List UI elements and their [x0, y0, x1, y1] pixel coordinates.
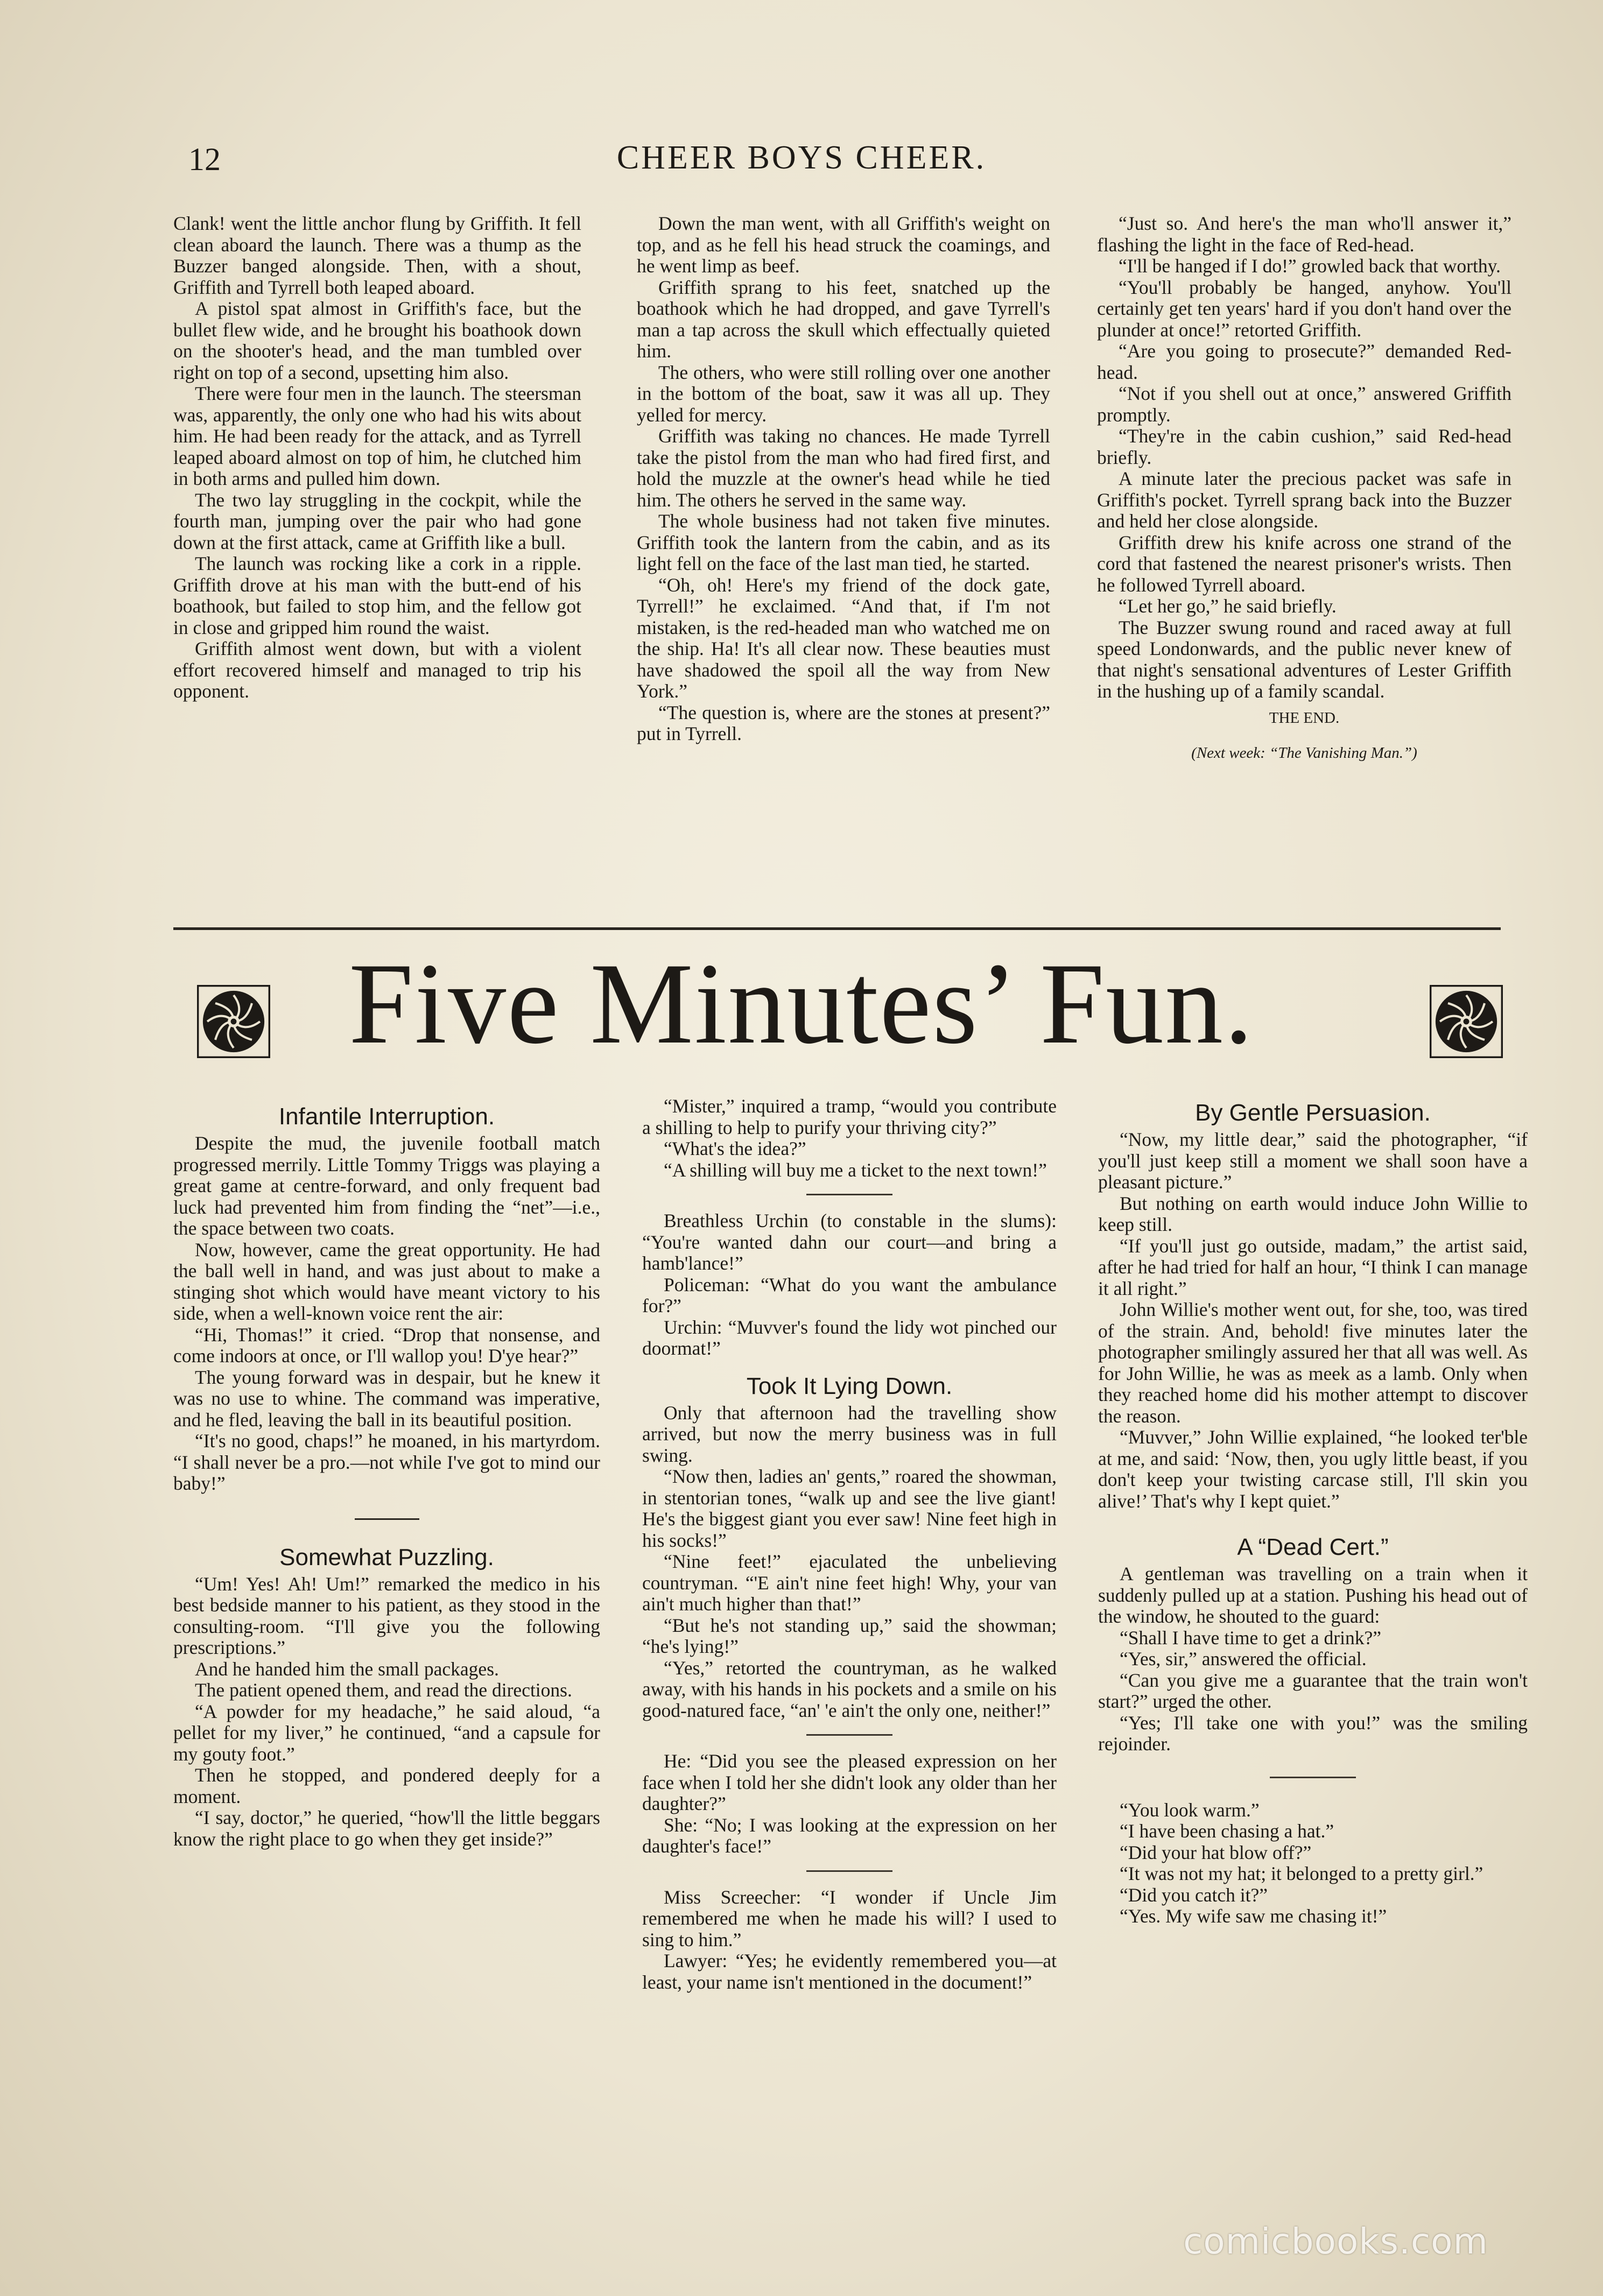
paragraph: “The question is, where are the stones at present?” put in Tyrrell. — [637, 701, 1050, 744]
paragraph: “Are you going to prosecute?” demanded Red-head. — [1097, 340, 1511, 383]
paragraph: “Yes,” retorted the countryman, as he walked away, with his hands in his pockets and a smile on his good-natured face, “an' 'e ain't the only one, neither!” — [642, 1657, 1057, 1721]
paragraph: And he handed him the small packages. — [195, 1658, 499, 1680]
paragraph: “Can you give me a guarantee that the train won't start?” urged the other. — [1098, 1669, 1528, 1712]
paragraph: The Buzzer swung round and raced away at full speed Londonwards, and the public never knew of that night's sensational adventures of Lester Griffith in the hushing up of a family scandal. — [1097, 616, 1511, 702]
serial-column-2 — [637, 213, 1050, 745]
paragraph: “Now then, ladies an' gents,” roared the showman, in stentorian tones, “walk up and see the live giant! He's the biggest giant you ever saw! Nine feet high in his socks!” — [642, 1466, 1057, 1551]
paragraph: Lawyer: “Yes; he evidently remembered you—at least, your name isn't mentioned in the document!” — [642, 1950, 1057, 1993]
story-heading: Took It Lying Down. — [746, 1372, 953, 1399]
paragraph: Miss Screecher: “I wonder if Uncle Jim remembered me when he made his will? I used to sing to him.” — [642, 1886, 1057, 1950]
source-watermark: comicbooks.com — [1183, 2221, 1488, 2262]
paragraph: But nothing on earth would induce John Willie to keep still. — [1098, 1192, 1528, 1235]
paragraph: Down the man went, with all Griffith's weight on top, and as he fell his head struck the coamings, and he went limp as beef. — [637, 213, 1050, 277]
paragraph: A minute later the precious packet was safe in Griffith's pocket. Tyrrell sprang back into the Buzzer and held her close alongside. — [1097, 468, 1511, 532]
paragraph: “Oh, oh! Here's my friend of the dock gate, Tyrrell!” he exclaimed. “And that, if I'm not mistaken, is the red-headed man who watched me on the ship. Ha! It's all clear now. These beauties must have shadowed the spoil all the way from New York.” — [637, 574, 1050, 702]
paragraph: “I'll be hanged if I do!” growled back that worthy. — [1119, 255, 1501, 277]
paragraph: “Yes, sir,” answered the official. — [1120, 1648, 1367, 1670]
paragraph: “What's the idea?” — [664, 1138, 806, 1159]
paragraph: He: “Did you see the pleased expression on her face when I told her she didn't look any older than her daughter?” — [642, 1750, 1057, 1814]
fun-column-3 — [1098, 1096, 1528, 1927]
paragraph: Griffith was taking no chances. He made Tyrrell take the pistol from the man who had fired first, and hold the muzzle at the owner's head while he tied him. The others he served in the same way. — [637, 425, 1050, 511]
paragraph: “Not if you shell out at once,” answered Griffith promptly. — [1097, 383, 1511, 426]
paragraph: “Did your hat blow off?” — [1120, 1841, 1312, 1863]
paragraph: Griffith almost went down, but with a violent effort recovered himself and managed to trip his opponent. — [173, 638, 581, 702]
divider — [806, 1734, 892, 1736]
paragraph: “But he's not standing up,” said the showman; “he's lying!” — [642, 1614, 1057, 1657]
paragraph: The young forward was in despair, but he knew it was no use to whine. The command was imperative, and he fled, leaving the ball in its beautiful position. — [173, 1366, 600, 1431]
paragraph: Breathless Urchin (to constable in the slums): “You're wanted dahn our court—and bring a hamb'lance!” — [642, 1210, 1057, 1274]
paragraph: Clank! went the little anchor flung by Griffith. It fell clean aboard the launch. There was a thump as the Buzzer banged alongside. Then, with a shout, Griffith and Tyrrell both leaped aboard. — [173, 213, 581, 298]
paragraph: “They're in the cabin cushion,” said Red-head briefly. — [1097, 425, 1511, 468]
paragraph: Griffith drew his knife across one strand of the cord that fastened the nearest prisoner's wrists. Then he followed Tyrrell aboard. — [1097, 531, 1511, 596]
serial-column-3 — [1097, 213, 1511, 764]
paragraph: “Did you catch it?” — [1120, 1884, 1268, 1906]
page-number: 12 — [188, 142, 221, 177]
paragraph: The launch was rocking like a cork in a ripple. Griffith drove at his man with the butt-end of his boathook, but failed to stop him, and the fellow got in close and gripped him round the waist. — [173, 553, 581, 638]
divider — [806, 1870, 892, 1872]
story-heading: By Gentle Persuasion. — [1195, 1100, 1431, 1126]
paragraph: She: “No; I was looking at the expression on her daughter's face!” — [642, 1814, 1057, 1857]
paragraph: The whole business had not taken five minutes. Griffith took the lantern from the cabin, and as its light fell on the face of the last man tied, he started. — [637, 510, 1050, 574]
paragraph: The others, who were still rolling over one another in the bottom of the boat, saw it was all up. They yelled for mercy. — [637, 361, 1050, 426]
paragraph: Now, however, came the great opportunity. He had the ball well in hand, and was just about to make a stinging shot which would have meant victory to his side, when a well-known voice rent the air: — [173, 1238, 600, 1324]
serial-column-1 — [173, 213, 581, 702]
story-heading: Somewhat Puzzling. — [279, 1544, 494, 1570]
paragraph: “Let her go,” he said briefly. — [1119, 595, 1337, 617]
paragraph: “You'll probably be hanged, anyhow. You'll certainly get ten years' hard if you don't hand over the plunder at once!” retorted Griffith. — [1097, 276, 1511, 341]
paragraph: “Yes. My wife saw me chasing it!” — [1120, 1905, 1387, 1927]
paragraph: “Mister,” inquired a tramp, “would you contribute a shilling to help to purify your thriving city?” — [642, 1095, 1057, 1138]
paragraph: “Just so. And here's the man who'll answer it,” flashing the light in the face of Red-head. — [1097, 213, 1511, 256]
paragraph: Policeman: “What do you want the ambulance for?” — [642, 1273, 1057, 1316]
running-header: CHEER BOYS CHEER. — [616, 139, 987, 176]
paragraph: Griffith sprang to his feet, snatched up the boathook which he had dropped, and gave Tyrrell's man a tap across the skull which effectually quieted him. — [637, 276, 1050, 362]
story-heading: Infantile Interruption. — [278, 1103, 495, 1130]
paragraph: “It was not my hat; it belonged to a pretty girl.” — [1120, 1863, 1484, 1884]
paragraph: “Muvver,” John Willie explained, “he looked ter'ble at me, and said: ‘Now, then, you ugly little beast, if you don't keep your twisting carcase still, I'll skin you alive!’ That's why I kept quiet.” — [1098, 1426, 1528, 1512]
paragraph: “You look warm.” — [1120, 1799, 1260, 1821]
paragraph: “Nine feet!” ejaculated the unbelieving countryman. “'E ain't nine feet high! Why, your van ain't much higher than that!” — [642, 1551, 1057, 1615]
section-title: Five Minutes’ Fun. — [348, 939, 1255, 1068]
fun-column-1 — [173, 1100, 600, 1850]
paragraph: There were four men in the launch. The steersman was, apparently, the only one who had his wits about him. He had been ready for the attack, and as Tyrrell leaped aboard almost on top of him, he clutched him in both arms and pulled him down. — [173, 383, 581, 489]
paragraph: “Hi, Thomas!” it cried. “Drop that nonsense, and come indoors at once, or I'll wallop you! D'ye hear?” — [173, 1323, 600, 1367]
paragraph: The patient opened them, and read the directions. — [195, 1679, 572, 1701]
paragraph: “It's no good, chaps!” he moaned, in his martyrdom. “I shall never be a pro.—not while I've got to mind our baby!” — [173, 1430, 600, 1494]
divider — [355, 1518, 419, 1520]
paragraph: “Now, my little dear,” said the photographer, “if you'll just keep still a moment we shall soon have a pleasant picture.” — [1098, 1129, 1528, 1193]
divider — [806, 1194, 892, 1195]
paragraph: “A shilling will buy me a ticket to the next town!” — [664, 1159, 1047, 1181]
paragraph: Urchin: “Muvver's found the lidy wot pinched our doormat!” — [642, 1316, 1057, 1359]
divider — [1270, 1777, 1356, 1778]
paragraph: A gentleman was travelling on a train when it suddenly pulled up at a station. Pushing his head out of the window, he shouted to the guard: — [1098, 1563, 1528, 1627]
paragraph: The two lay struggling in the cockpit, while the fourth man, jumping over the pair who had gone down at the first attack, came at Griffith like a bull. — [173, 489, 581, 553]
paragraph: “A powder for my headache,” he said aloud, “a pellet for my liver,” he continued, “and a capsule for my gouty foot.” — [173, 1700, 600, 1765]
fun-column-2 — [642, 1096, 1057, 1993]
paragraph: A pistol spat almost in Griffith's face, but the bullet flew wide, and he brought his boathook down on the shooter's head, and the man tumbled over right on top of a second, upsetting him also. — [173, 298, 581, 383]
paragraph: “Um! Yes! Ah! Um!” remarked the medico in his best bedside manner to his patient, as they stood in the consulting-room. “I'll give you the following prescriptions.” — [173, 1573, 600, 1658]
spiral-rosette-icon — [1430, 985, 1503, 1058]
paragraph: Despite the mud, the juvenile football match progressed merrily. Little Tommy Triggs was playing a great game at centre-forward, and only frequent bad luck had prevented him from finding the “net”—i.e., the space between two coats. — [173, 1132, 600, 1239]
paragraph: Only that afternoon had the travelling show arrived, but now the merry business was in full swing. — [642, 1401, 1057, 1466]
paragraph: Then he stopped, and pondered deeply for a moment. — [173, 1764, 600, 1807]
paragraph: “I have been chasing a hat.” — [1120, 1820, 1334, 1842]
story-heading: A “Dead Cert.” — [1237, 1534, 1389, 1560]
next-week-note: (Next week: “The Vanishing Man.”) — [1191, 744, 1417, 762]
the-end-label: THE END. — [1269, 709, 1340, 727]
paragraph: “Yes; I'll take one with you!” was the smiling rejoinder. — [1098, 1712, 1528, 1755]
paragraph: “I say, doctor,” he queried, “how'll the little beggars know the right place to go when they get inside?” — [173, 1807, 600, 1850]
section-divider — [173, 927, 1501, 930]
paragraph: “Shall I have time to get a drink?” — [1120, 1626, 1381, 1649]
paragraph: John Willie's mother went out, for she, too, was tired of the strain. And, behold! five minutes later the photographer smilingly assured her that all was well. As for John Willie, he was as meek as a lamb. Only when they reached home did his mother attempt to discover the reason. — [1098, 1299, 1528, 1427]
paragraph: “If you'll just go outside, madam,” the artist said, after he had tried for half an hour, “I think I can manage it all right.” — [1098, 1235, 1528, 1299]
